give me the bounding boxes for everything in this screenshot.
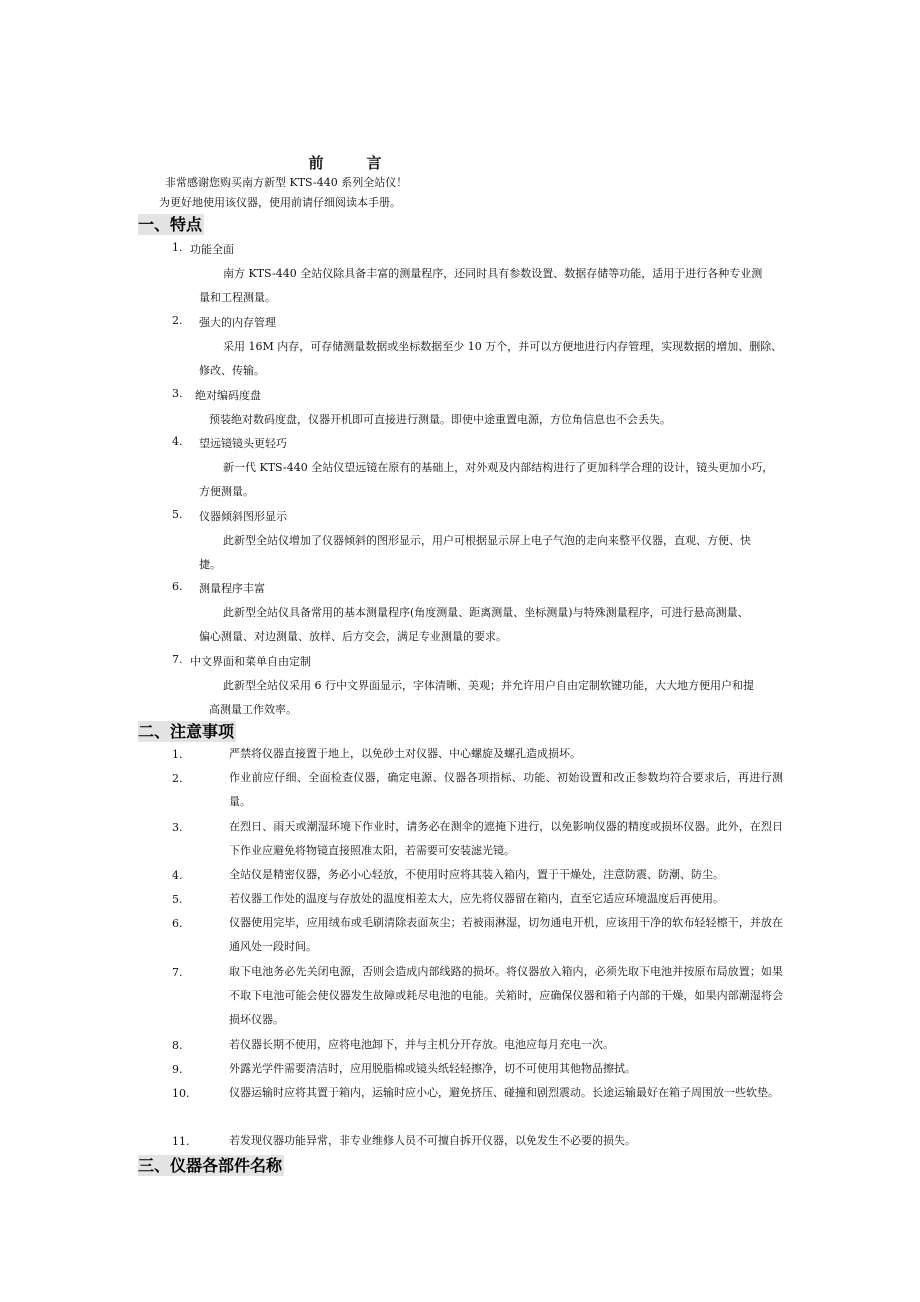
feature-text-line: 修改、传输。 bbox=[199, 364, 265, 377]
page-title: 前 言 bbox=[308, 154, 396, 172]
precaution-number: 8. bbox=[172, 1039, 183, 1052]
feature-text-line: 此新型全站仪具备常用的基本测量程序(角度测量、距离测量、坐标测量)与特殊测量程序，可进行悬高测量、 bbox=[223, 606, 749, 619]
feature-text-line: 高测量工作效率。 bbox=[209, 703, 297, 716]
feature-text-line: 此新型全站仪增加了仪器倾斜的图形显示，用户可根据显示屏上电子气泡的走向来整平仪器，直观、方便、快 bbox=[223, 534, 751, 547]
feature-text-line: 量和工程测量。 bbox=[199, 291, 276, 304]
feature-title: 绝对编码度盘 bbox=[195, 389, 261, 402]
feature-number: 6. bbox=[172, 580, 183, 593]
precaution-number: 11. bbox=[172, 1135, 190, 1148]
precaution-number: 5. bbox=[172, 893, 183, 906]
precaution-text: 若仪器长期不使用，应将电池卸下，并与主机分开存放。电池应每月充电一次。 bbox=[229, 1038, 614, 1051]
precaution-text: 作业前应仔细、全面检查仪器，确定电源、仪器各项指标、功能、初始设置和改正参数均符合要求后，再进行测量。 bbox=[229, 771, 783, 808]
precaution-text: 若发现仪器功能异常，非专业维修人员不可擅自拆开仪器，以免发生不必要的损失。 bbox=[229, 1134, 636, 1147]
intro-line-2: 为更好地使用该仪器，使用前请仔细阅读本手册。 bbox=[159, 196, 401, 209]
precaution-text: 若仪器工作处的温度与存放处的温度相差太大，应先将仪器留在箱内，直至它适应环境温度后再使用。 bbox=[229, 892, 724, 905]
precaution-number: 4. bbox=[172, 869, 183, 882]
section-heading-precautions: 二、注意事项 bbox=[138, 722, 235, 741]
precaution-number: 6. bbox=[172, 917, 183, 930]
precaution-text: 外露光学件需要清洁时，应用脱脂棉或镜头纸轻轻擦净，切不可使用其他物品擦拭。 bbox=[229, 1062, 636, 1075]
feature-title: 望远镜镜头更轻巧 bbox=[199, 437, 287, 450]
feature-title: 仪器倾斜图形显示 bbox=[199, 510, 287, 523]
feature-title: 强大的内存管理 bbox=[199, 316, 276, 329]
feature-number: 5. bbox=[172, 508, 183, 521]
feature-number: 3. bbox=[172, 387, 183, 400]
precaution-number: 2. bbox=[172, 772, 183, 785]
feature-number: 2. bbox=[172, 314, 183, 327]
feature-text-line: 此新型全站仪采用 6 行中文界面显示，字体清晰、美观；并允许用户自由定制软键功能，大大地方便用户和提 bbox=[223, 679, 754, 692]
section-heading-parts: 三、仪器各部件名称 bbox=[138, 1156, 283, 1175]
precaution-text: 全站仪是精密仪器，务必小心轻放，不使用时应将其装入箱内，置于干燥处，注意防震、防潮、防尘。 bbox=[229, 868, 724, 881]
feature-title: 中文界面和菜单自由定制 bbox=[190, 655, 311, 668]
feature-text-line: 方便测量。 bbox=[199, 485, 254, 498]
feature-text-line: 捷。 bbox=[199, 558, 221, 571]
section-heading-features: 一、特点 bbox=[138, 215, 203, 234]
feature-number: 7. bbox=[172, 653, 183, 666]
intro-line-1: 非常感谢您购买南方新型 KTS-440 系列全站仪！ bbox=[165, 176, 408, 189]
precaution-number: 9. bbox=[172, 1063, 183, 1076]
feature-number: 4. bbox=[172, 435, 183, 448]
feature-text-line: 采用 16M 内存，可存储测量数据或坐标数据至少 10 万个，并可以方便地进行内存管理，实现数据的增加、删除、 bbox=[223, 340, 783, 353]
feature-number: 1. bbox=[172, 241, 183, 254]
feature-text-line: 新一代 KTS-440 全站仪望远镜在原有的基础上，对外观及内部结构进行了更加科学合理的设计，镜头更加小巧， bbox=[223, 461, 774, 474]
feature-title: 测量程序丰富 bbox=[199, 582, 265, 595]
precaution-text: 在烈日、雨天或潮湿环境下作业时，请务必在测伞的遮掩下进行，以免影响仪器的精度或损坏仪器。此外，在烈日下作业应避免将物镜直接照准太阳，若需要可安装滤光镜。 bbox=[229, 820, 783, 857]
precaution-text: 取下电池务必先关闭电源，否则会造成内部线路的损坏。将仪器放入箱内，必须先取下电池并按原布局放置；如果不取下电池可能会使仪器发生故障或耗尽电池的电能。关箱时，应确保仪器和箱子内部的干燥，如果内部潮湿将会损坏仪器。 bbox=[229, 965, 783, 1026]
precaution-text: 仪器运输时应将其置于箱内，运输时应小心，避免挤压、碰撞和剧烈震动。长途运输最好在箱子周围放一些软垫。 bbox=[229, 1086, 779, 1099]
feature-text-line: 预装绝对数码度盘，仪器开机即可直接进行测量。即使中途重置电源，方位角信息也不会丢失。 bbox=[209, 413, 671, 426]
precaution-number: 1. bbox=[172, 748, 183, 761]
precaution-number: 3. bbox=[172, 821, 183, 834]
precaution-number: 7. bbox=[172, 966, 183, 979]
feature-title: 功能全面 bbox=[190, 243, 234, 256]
precaution-text: 仪器使用完毕，应用绒布或毛刷清除表面灰尘；若被雨淋湿，切勿通电开机，应该用干净的软布轻轻檫干，并放在通风处一段时间。 bbox=[229, 916, 783, 953]
precaution-text: 严禁将仪器直接置于地上，以免砂土对仪器、中心螺旋及螺孔造成损坏。 bbox=[229, 747, 581, 760]
precaution-number: 10. bbox=[172, 1087, 190, 1100]
feature-text-line: 南方 KTS-440 全站仪除具备丰富的测量程序，还同时具有参数设置、数据存储等功能，适用于进行各种专业测 bbox=[223, 267, 763, 280]
feature-text-line: 偏心测量、对边测量、放样、后方交会，满足专业测量的要求。 bbox=[199, 630, 507, 643]
